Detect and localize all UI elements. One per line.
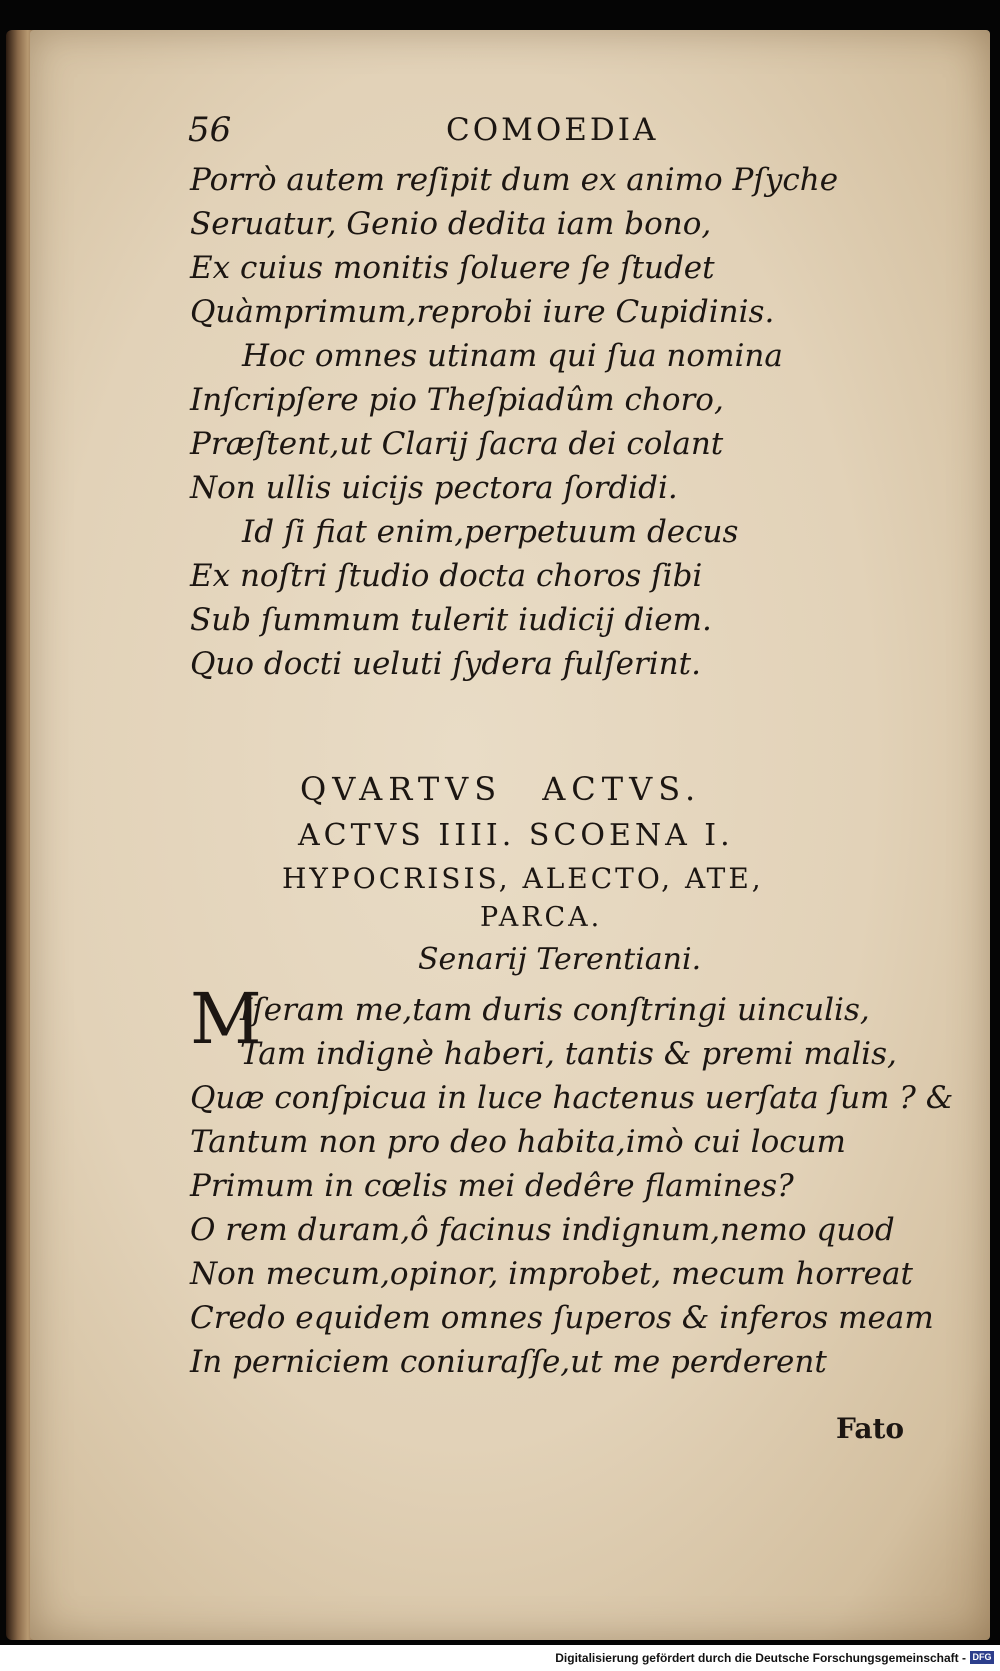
verse-line: Non ullis uicijs pectora ſordidi.	[190, 470, 678, 506]
footer-bar	[0, 1645, 1000, 1671]
verse-line: Porrò autem reſipit dum ex animo Pſyche	[190, 162, 839, 198]
verse-line: Credo equidem omnes ſuperos & inferos meam	[190, 1300, 934, 1336]
verse-line: Præſtent,ut Clarij ſacra dei colant	[190, 426, 724, 462]
verse-line: Ex cuius monitis ſoluere ſe ſtudet	[190, 250, 715, 286]
verse-line: Tantum non pro deo habita,imò cui locum	[190, 1124, 846, 1160]
verse-line: Tam indignè haberi, tantis & premi malis,	[240, 1036, 897, 1072]
verse-line: In perniciem coniuraſſe,ut me perderent	[190, 1344, 827, 1380]
verse-line: Ex noſtri ſtudio docta choros ſibi	[190, 558, 703, 594]
characters-list-continued: PARCA.	[480, 902, 603, 933]
verse-block-2	[190, 978, 954, 1410]
verse-line: Id ſi fiat enim,perpetuum decus	[242, 514, 739, 550]
verse-line: Quo docti ueluti ſydera fulſerint.	[190, 646, 701, 682]
drop-cap: M	[190, 978, 262, 1060]
act-heading	[300, 770, 701, 808]
verse-line: O rem duram,ô facinus indignum,nemo quod	[190, 1212, 895, 1248]
page-number: 56	[188, 110, 232, 150]
verse-line: Quàmprimum,reprobi iure Cupidinis.	[190, 294, 775, 330]
catchword: Fato	[836, 1412, 905, 1445]
act-heading-word-2: ACTVS.	[542, 770, 702, 808]
funding-credit: Digitalisierung gefördert durch die Deutsche Forschungsgemeinschaft -	[555, 1651, 966, 1665]
characters-list: HYPOCRISIS, ALECTO, ATE,	[282, 862, 764, 895]
scene-heading: ACTVS IIII. SCOENA I.	[298, 818, 734, 853]
verse-block-1	[190, 162, 890, 702]
verse-line: Primum in cœlis mei dedêre flamines?	[190, 1168, 794, 1204]
verse-line: Inſcripſere pio Theſpiadûm choro,	[190, 382, 724, 418]
verse-line: Iſeram me,tam duris conſtringi uinculis,	[240, 992, 870, 1028]
verse-line: Quæ conſpicua in luce hactenus uerſata ſum ? &	[190, 1080, 954, 1116]
running-head: COMOEDIA	[446, 112, 659, 148]
page-header	[188, 110, 888, 160]
verse-line: Sub ſummum tulerit iudicij diem.	[190, 602, 712, 638]
verse-line: Seruatur, Genio dedita iam bono,	[190, 206, 712, 242]
act-heading-word-1: QVARTVS	[300, 770, 503, 808]
verse-line: Hoc omnes utinam qui ſua nomina	[242, 338, 783, 374]
meter-note: Senarij Terentiani.	[418, 942, 702, 977]
verse-line: Non mecum,opinor, improbet, mecum horreat	[190, 1256, 913, 1292]
dfg-logo: DFG	[970, 1651, 994, 1664]
